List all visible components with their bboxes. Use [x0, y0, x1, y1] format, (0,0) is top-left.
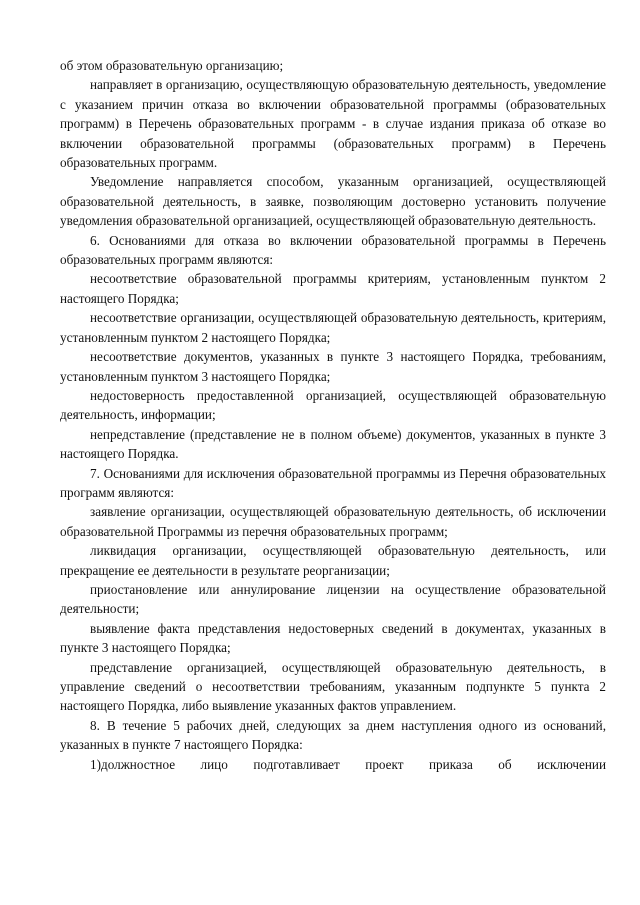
paragraph: непредставление (представление не в полном объеме) документов, указанных в пункте 3 настоящего Порядка. — [60, 426, 606, 462]
paragraph: Уведомление направляется способом, указанным организацией, осуществляющей образовательной деятельность, в заявке, позволяющим достоверно установить получение уведомления образовательной организацией, осуществляющей образовательную деятельность. — [60, 174, 606, 229]
paragraph: недостоверность предоставленной организацией, осуществляющей образовательную деятельность, информации; — [60, 387, 606, 423]
paragraph: заявление организации, осуществляющей образовательную деятельность, об исключении образовательной Программы из перечня образовательных программ; — [60, 504, 606, 539]
paragraph: направляет в организацию, осуществляющую образовательную деятельность, уведомление с указанием причин отказа во включении образовательной программы (образовательных программ) в Перечень образовательных программ - в случае издания приказа об отказе во включении образовательной программы (образовательных программ) в Перечень образовательных программ. — [60, 77, 606, 171]
paragraph: несоответствие организации, осуществляющей образовательную деятельность, критериям, установленным пунктом 2 настоящего Порядка; — [60, 310, 606, 345]
document-page — [60, 56, 606, 774]
paragraph: представление организацией, осуществляющей образовательную деятельность, в управление сведений о несоответствии требованиям, указанным подпункте 5 пункта 2 настоящего Порядка, либо выявление указанных фактов управлением. — [60, 659, 606, 714]
paragraph: 7. Основаниями для исключения образовательной программы из Перечня образовательных программ являются: — [60, 465, 606, 500]
paragraph: об этом образовательную организацию; — [60, 58, 284, 73]
paragraph: выявление факта представления недостоверных сведений в документах, указанных в пункте 3 настоящего Порядка; — [60, 620, 606, 656]
paragraph: несоответствие документов, указанных в пункте 3 настоящего Порядка, требованиям, установленным пунктом 3 настоящего Порядка; — [60, 349, 606, 384]
paragraph: 6. Основаниями для отказа во включении образовательной программы в Перечень образовательных программ являются: — [60, 232, 606, 268]
paragraph: 8. В течение 5 рабочих дней, следующих за днем наступления одного из оснований, указанных в пункте 7 настоящего Порядка: — [60, 717, 606, 753]
paragraph: 1)должностное лицо подготавливает проект приказа об исключении — [90, 756, 606, 772]
paragraph: приостановление или аннулирование лицензии на осуществление образовательной деятельности; — [60, 581, 606, 617]
paragraph: ликвидация организации, осуществляющей образовательную деятельность, или прекращение ее деятельности в результате реорганизации; — [60, 543, 606, 578]
paragraph: несоответствие образовательной программы критериям, установленным пунктом 2 настоящего Порядка; — [60, 271, 606, 306]
